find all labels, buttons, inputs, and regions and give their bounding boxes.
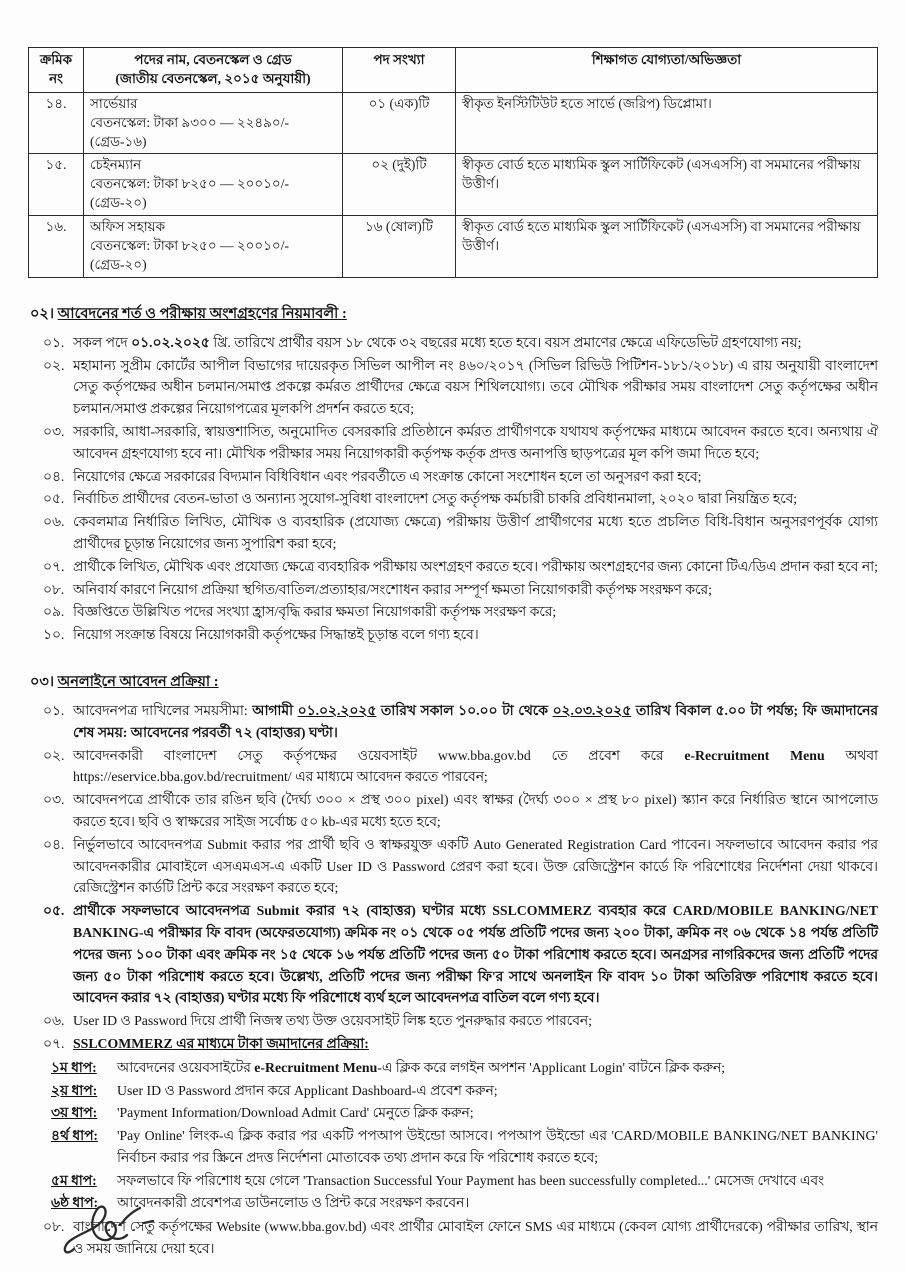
text-segment: তে প্রবেশ করে [530,747,685,763]
item-number: ০৩. [43,423,65,439]
text-segment: User ID [73,1013,118,1029]
text-segment: ০২.০৩.২০২৫ [552,702,632,718]
step-text [117,1057,878,1079]
text-segment: প্রেরণ করা হবে। উক্ত রেজিস্ট্রেশন কার্ডে ফি পরিশোধের নির্দেশনা দেয়া থাকবে। রেজিস্ট্রেশন কার্ডটি প্রিন্ট করে সংরক্ষণ করতে হবে; [73,858,878,896]
step-label: ৫ম ধাপ: [51,1172,97,1188]
payment-step [51,1102,878,1124]
cell-count: ০১ (এক)টি [343,92,456,154]
header-serial-no [29,48,84,93]
text-segment: তারিখ বিকাল ৫.০০ টা পর্যন্ত; ফি জমাদানের শেষ সময়: আবেদনের পরবর্তী ৭২ (বাহাত্তর) ঘণ্টা। [73,702,878,740]
cell-qualification: স্বীকৃত ইনস্টিটিউট হতে সার্ভে (জরিপ) ডিপ্লোমা। [456,92,878,154]
text-segment: 'Pay Online' [117,1128,185,1144]
header-post-line2: (জাতীয় বেতনস্কেল, ২০১৫ অনুযায়ী) [115,70,311,86]
item-text [73,556,878,578]
text-segment: নিয়োগ সংক্রান্ত বিষয়ে নিয়োগকারী কর্তৃপক্ষের সিদ্ধান্তই চূড়ান্ত বলে গণ্য হবে। [73,627,479,643]
step-text [117,1102,878,1124]
item-number: ০১. [43,334,65,350]
post-line: চেইনম্যান [90,157,142,173]
cell-post [84,154,343,216]
text-segment: -এ পরীক্ষার ফি বাবদ (অফেরতযোগ্য) ক্রমিক নং ০১ থেকে ০৫ পর্যন্ত প্রতিটি পদের জন্য ২০০ টাকা, ক্রমিক নং ০৬ থেকে ১৪ পর্যন্ত প্রতিটি পদের জন্য ১০০ টাকা এবং ক্রমিক নং ১৫ থেকে ১৬ পর্যন্ত প্রতিটি পদের জন্য ৫০ টাকা পরিশোধ করতে হবে। অনগ্রসর নাগরিকদের জন্য প্রতিটি পদের জন্য ৫০ টাকা পরিশোধ করতে হবে। উল্লেখ্য, প্রতিটি পদের জন্য পরীক্ষা ফি'র সাথে অনলাইন ফি বাবদ ১০ টাকা অতিরিক্ত পরিশোধ করতে হবে। আবেদন করার ৭২ (বাহাত্তর) ঘণ্টার মধ্যে ফি পরিশোধে ব্যর্থ হলে আবেদনপত্র বাতিল বলে গণ্য হবে। [73,924,878,1006]
list-item [43,900,878,1009]
text-segment: প্রার্থীকে লিখিত, মৌখিক এবং প্রযোজ্য ক্ষেত্রে ব্যবহারিক পরীক্ষায় অংশগ্রহণ করতে হবে। পরীক্ষায় অংশগ্রহণের জন্য কোনো টিএ/ডিএ প্রদান করা হবে না; [73,558,878,574]
text-segment: ও [161,1082,179,1098]
post-line: বেতনস্কেল: টাকা ৯৩০০ — ২২৪৯০/- [90,114,289,130]
text-segment: Auto Generated Registration Card [473,836,667,852]
text-segment: তারিখ সকাল ১০.০০ টা থেকে [376,702,553,718]
post-line: (গ্রেড-২০) [90,256,147,272]
text-segment: Submit [207,836,248,852]
signature-scribble [58,1195,188,1267]
text-segment: এবং প্রার্থীর মোবাইল ফোনে [366,1219,525,1235]
item-text [73,579,878,601]
list-item [43,355,878,420]
text-segment: অথবা [824,747,878,763]
text-segment: ) এবং স্বাক্ষর (দৈর্ঘ্য ৩০০ × প্রস্থ ৮০ [443,792,645,808]
step-label: ১ম ধাপ: [51,1059,97,1075]
section-application-conditions [28,303,878,646]
text-segment: pixel [644,792,673,808]
text-segment: -এ প্রবেশ করুন; [411,1082,498,1098]
post-line: বেতনস্কেল: টাকা ৮২৫০ — ২০০১০/- [90,238,289,254]
cell-count: ০২ (দুই)টি [343,154,456,216]
item-text [73,1033,878,1055]
header-qualification: শিক্ষাগত যোগ্যতা/অভিজ্ঞতা [456,48,878,93]
list-item [43,1010,878,1032]
list-item [43,488,878,510]
text-segment: অনিবার্য কারণে নিয়োগ প্রক্রিয়া স্থগিত/বাতিল/প্রত্যাহার/সংশোধন করার সম্পূর্ণ ক্ষমতা নিয়োগকারী কর্তৃপক্ষ সংরক্ষণ করে; [73,581,712,597]
list-item [43,700,878,744]
post-line: সার্ভেয়ার [90,95,138,111]
text-segment: নির্বাচন করার পর স্ক্রিনে প্রদত্ত নির্দেশনা মোতাবেক তথ্য প্রদান করে ফি পরিশোধ করতে হবে; [117,1149,599,1165]
section-number: ০৩। [30,673,55,690]
text-segment: বিজ্ঞপ্তিতে উল্লিখিত পদের সংখ্যা হ্রাস/বৃদ্ধি করার ক্ষমতা নিয়োগকারী কর্তৃপক্ষ সংরক্ষণ করে; [73,604,557,620]
cell-post [84,92,343,154]
text-segment: সরকারি, আধা-সরকারি, স্বায়ত্তশাসিত, অনুমোদিত বেসরকারি প্রতিষ্ঠানে কর্মরত প্রার্থীগণকে যথাযথ কর্তৃপক্ষের মাধ্যমে আবেদন করতে হবে। অন্যথায় ঐ আবেদন গ্রহণযোগ্য হবে না। মৌখিক পরীক্ষার সময় নিয়োগকারী কর্তৃপক্ষ কর্তৃক প্রদত্ত অনাপত্তি ছাড়পত্রের মূল কপি জমা দিতে হবে; [73,423,878,461]
list-item [43,556,878,578]
text-segment: e-Recruitment Menu [254,1059,378,1075]
list-item [43,579,878,601]
posts-table [28,47,878,278]
item-number: ০৭. [43,1035,65,1051]
online-application-list [28,700,878,1260]
item-number: ০১. [43,702,65,718]
item-text [73,466,878,488]
post-line: (গ্রেড-২০) [90,195,147,211]
cell-count: ১৬ (ষোল)টি [343,216,456,278]
text-segment: 'Transaction Successful Your Payment has been successfully completed...' [302,1172,711,1188]
post-line: (গ্রেড-১৬) [90,133,147,149]
text-segment: এর মাধ্যমে টাকা জমাদানের প্রক্রিয়া: [172,1035,369,1051]
item-number: ০২. [43,747,65,763]
item-text [73,834,878,899]
list-item [43,332,878,354]
cell-serial: ১৬. [29,216,84,278]
header-serial-line1: ক্রমিক [39,52,73,67]
text-segment: Password [392,858,445,874]
text-segment: মেসেজ দেখাবে এবং [710,1172,825,1188]
list-item [43,1033,878,1055]
table-row [29,92,878,154]
posts-table-header [29,48,878,93]
text-segment: মহামান্য সুপ্রীম কোর্টের আপীল বিভাগের দায়েরকৃত সিভিল আপীল নং ৪৬০/২০১৭ (সিভিল রিভিউ পিটিশন-১৮১/২০১৮) এ রায় অনুযায়ী বাংলাদেশ সেতু কর্তৃপক্ষের অধীন চলমান/সমাপ্ত প্রকল্পে কর্মরত প্রার্থীদের ক্ষেত্রে বয়স শিথিলযোগ্য। তবে মৌখিক পরীক্ষার সময় বাংলাদেশ সেতু কর্তৃপক্ষের অধীন চলমান/সমাপ্ত প্রকল্পের নিয়োগপত্রের মূলকপি প্রদর্শন করতে হবে; [73,357,878,417]
list-item [43,511,878,555]
item-number: ০৫. [43,491,65,507]
header-post-count: পদ সংখ্যা [343,48,456,93]
text-segment: e-Recruitment Menu [684,747,825,763]
conditions-list [28,332,878,646]
item-text [73,700,878,744]
list-item [43,601,878,623]
step-text [117,1170,878,1192]
text-segment: মেনুতে ক্লিক করুন; [369,1105,474,1121]
payment-step [51,1170,878,1192]
text-segment: Applicant Dashboard [293,1082,412,1098]
text-segment: ও [372,858,393,874]
step-label: ২য় ধাপ: [51,1082,98,1098]
text-segment: করার পর প্রার্থী ছবি ও স্বাক্ষরযুক্ত একটি [247,836,474,852]
item-number: ০৮. [43,1219,65,1235]
list-item [43,421,878,465]
text-segment: SSLCOMMERZ [73,1035,173,1051]
item-text [73,355,878,420]
text-segment: 'Payment Information/Download Admit Card' [117,1105,370,1121]
item-text [73,789,878,833]
text-segment: SMS [524,1219,553,1235]
text-segment: সফলভাবে ফি পরিশোধ হয়ে গেলে [117,1172,303,1188]
header-post-line1: পদের নাম, বেতনস্কেল ও গ্রেড [134,52,292,67]
text-segment: kb [321,813,336,829]
text-segment: বাটনে ক্লিক করুন; [625,1059,726,1075]
text-segment: CARD/MOBILE BANKING/NET BANKING [73,903,878,940]
text-segment: বাংলাদেশ সেতু কর্তৃপক্ষের [73,1219,217,1235]
step-label: ৩য় ধাপ: [51,1105,98,1121]
step-text [117,1080,878,1102]
text-segment: https://eservice.bba.gov.bd/recruitment/ [73,769,292,785]
cell-post [84,216,343,278]
item-text [73,900,878,1009]
text-segment: কেবলমাত্র নির্ধারিত লিখিত, মৌখিক ও ব্যবহারিক (প্রযোজ্য ক্ষেত্রে) পরীক্ষায় উত্তীর্ণ প্রার্থীগণের মধ্যে হতে প্রচলিত বিধি-বিধান অনুসরণপূর্বক যোগ্য প্রার্থীদের চূড়ান্ত নিয়োগের জন্য সুপারিশ করা হবে; [73,514,878,551]
text-segment: খ্রি. তারিখে প্রার্থীর বয়স ১৮ থেকে ৩২ বছরের মধ্যে হতে হবে। বয়স প্রমাণের ক্ষেত্রে এফিডেভিট গ্রহণযোগ্য নয়; [209,334,802,350]
header-post-name [84,48,343,93]
text-segment: আবেদনের ওয়েবসাইটের [117,1059,255,1075]
list-item [43,745,878,789]
section-number: ০২। [30,305,55,322]
text-segment: www.bba.gov.bd [437,747,531,763]
text-segment: নির্ভুলভাবে আবেদনপত্র [73,836,208,852]
text-segment: pixel [416,792,444,808]
cell-qualification: স্বীকৃত বোর্ড হতে মাধ্যমিক স্কুল সার্টিফিকেট (এসএসসি) বা সমমানের পরীক্ষায় উত্তীর্ণ। [456,154,878,216]
text-segment: 'CARD/MOBILE BANKING/NET BANKING' [611,1128,878,1144]
text-segment: করার ৭২ (বাহাত্তর) ঘণ্টার মধ্যে [299,903,493,919]
step-text [117,1192,878,1214]
text-segment: পাবেন। সফলভাবে আবেদন করার পর আবেদনকারীর মোবাইলে এসএমএস-এ একটি [73,836,878,874]
item-number: ০৬. [43,514,65,530]
text-segment: আবেদনকারী বাংলাদেশ সেতু কর্তৃপক্ষের ওয়েবসাইট [73,747,438,763]
item-text [73,745,878,789]
item-text [73,624,878,646]
text-segment: -এ ক্লিক করে লগইন অপশন [377,1059,530,1075]
item-text [73,511,878,555]
item-number: ০৪. [43,836,65,852]
step-text [117,1125,878,1169]
text-segment: আগামী [252,702,298,718]
text-segment: আবেদনকারী প্রবেশপত্র ডাউনলোড ও প্রিন্ট করে সংরক্ষণ করবেন। [117,1195,470,1211]
text-segment: প্রার্থীকে সফলভাবে আবেদনপত্র [73,903,257,919]
text-segment: আবেদনপত্রে প্রার্থীকে তার রঙিন ছবি (দৈর্ঘ্য ৩০০ × প্রস্থ ৩০০ [73,792,417,808]
item-text [73,332,878,354]
text-segment: ০১.০২.২০২৫ [297,702,377,718]
list-item [43,834,878,899]
table-header-row [29,48,878,93]
text-segment: দিয়ে প্রার্থী নিজস্ব তথ্য উক্ত ওয়েবসাইট লিঙ্ক হতে পুনরুদ্ধার করতে পারবেন; [187,1013,592,1029]
text-segment: এর মাধ্যমে (কেবল যোগ্য প্রার্থীদেরকে) পরীক্ষার তারিখ, স্থান ও সময় জানিয়ে দেয়া হবে। [73,1219,878,1257]
list-item [43,789,878,833]
section-title: আবেদনের শর্ত ও পরীক্ষায় অংশগ্রহণের নিয়মাবলী : [57,305,347,322]
table-row [29,154,878,216]
text-segment: Password [178,1082,232,1098]
text-segment: সকল পদে [73,334,132,350]
item-text [73,488,878,510]
item-text [73,1010,878,1032]
item-number: ০৭. [43,558,65,574]
item-number: ১০. [43,627,65,643]
cell-serial: ১৫. [29,154,84,216]
text-segment: ) স্ক্যান করে নির্ধারিত স্থানে আপলোড করতে হবে। ছবি ও স্বাক্ষরের সাইজ সর্বোচ্চ ৫০ [73,792,878,829]
cell-qualification: স্বীকৃত বোর্ড হতে মাধ্যমিক স্কুল সার্টিফিকেট (এসএসসি) বা সমমানের পরীক্ষায় উত্তীর্ণ। [456,216,878,278]
list-item [43,466,878,488]
item-number: ০৬. [43,1013,65,1029]
text-segment: -এর মধ্যে হতে হবে; [335,813,441,829]
item-number: ০৫. [43,903,65,919]
text-segment: ০১.০২.২০২৫ [131,334,210,350]
section-title: অনলাইনে আবেদন প্রক্রিয়া : [57,673,219,690]
header-serial-line2: নং [49,70,63,86]
text-segment: ব্যবহার করে [591,903,673,919]
item-text [73,421,878,465]
post-line: বেতনস্কেল: টাকা ৮২৫০ — ২০০১০/- [90,176,289,192]
text-segment: এর মাধ্যমে আবেদন করতে পারবেন; [291,769,488,785]
text-segment: SSLCOMMERZ [492,903,592,919]
section-heading [30,303,878,327]
posts-table-body [29,92,878,277]
item-number: ০৮. [43,581,65,597]
text-segment: নির্বাচিত প্রার্থীদের বেতন-ভাতা ও অন্যান্য সুযোগ-সুবিধা বাংলাদেশ সেতু কর্তৃপক্ষ কর্মচারী চাকরি প্রবিধানমালা, ২০২০ দ্বারা নিয়ন্ত্রিত হবে; [73,491,798,507]
text-segment: Website (www.bba.gov.bd) [216,1219,367,1235]
text-segment: ও [117,1013,135,1029]
text-segment: User ID [326,858,373,874]
item-number: ০৪. [43,468,65,484]
cell-serial: ১৪. [29,92,84,154]
item-text [73,601,878,623]
payment-step [51,1080,878,1102]
payment-step [51,1125,878,1169]
item-text [73,1216,878,1260]
item-number: ০৩. [43,792,65,808]
text-segment: লিংক-এ ক্লিক করার পর একটি পপআপ উইন্ডো আসবে। পপআপ উইন্ডো এর [184,1128,612,1144]
item-number: ০৯. [43,604,65,620]
payment-steps [51,1057,878,1215]
text-segment: User ID [117,1082,162,1098]
section-online-application [28,671,878,1260]
section-heading [30,671,878,695]
table-row [29,216,878,278]
step-label: ৪র্থ ধাপ: [51,1128,99,1144]
text-segment: 'Applicant Login' [529,1059,626,1075]
item-number: ০২. [43,357,65,373]
text-segment: প্রদান করে [231,1082,294,1098]
step-label: ৬ষ্ঠ ধাপ: [51,1195,99,1211]
text-segment: Password [134,1013,188,1029]
post-line: অফিস সহায়ক [90,219,166,235]
text-segment: Submit [256,903,300,919]
list-item [43,624,878,646]
text-segment: নিয়োগের ক্ষেত্রে সরকারের বিদ্যমান বিধিবিধান এবং পরবর্তীতে এ সংক্রান্ত কোনো সংশোধন হলে তা অনুসরণ করা হবে; [73,468,702,484]
text-segment: আবেদনপত্র দাখিলের সময়সীমা: [73,702,253,718]
payment-step [51,1057,878,1079]
